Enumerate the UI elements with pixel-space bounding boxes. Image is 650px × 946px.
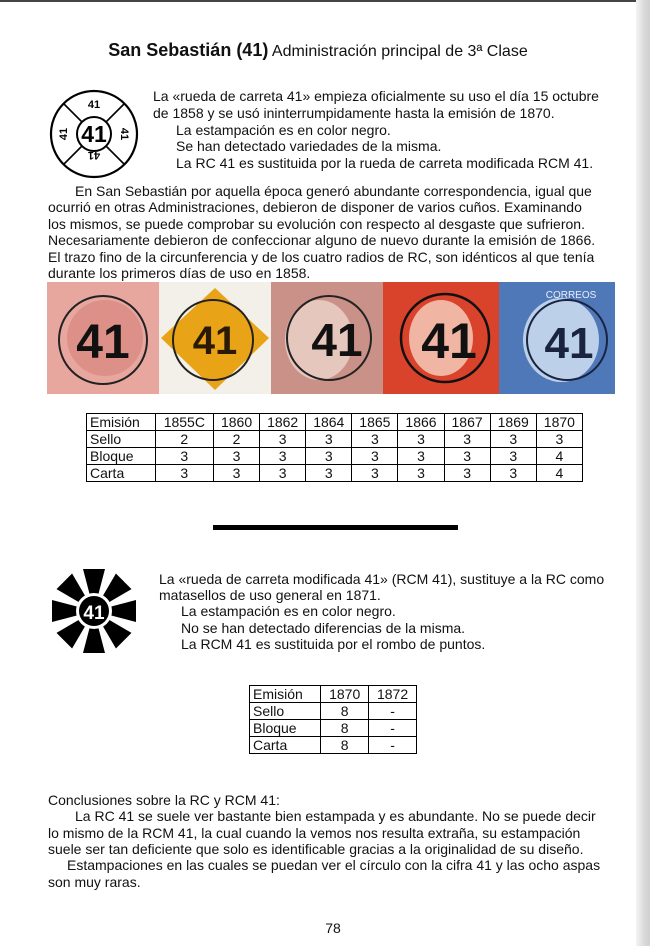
rcm-intro-line-5: La RCM 41 es sustituida por el rombo de puntos. (181, 636, 486, 652)
conclusions-line-3: suele ser tan deficiente que solo es identificable gracias a la originalidad de su diseño. (48, 841, 584, 857)
rcm-intro-line-4: No se han detectado diferencias de la misma. (181, 620, 466, 636)
table-cell: 3 (260, 431, 306, 448)
table-cell: 4 (536, 465, 582, 482)
rcm-intro-line-3: La estampación es en color negro. (181, 603, 396, 619)
page-title (0, 40, 636, 61)
rc-logo-number: 41 (81, 121, 107, 147)
table-cell: 3 (306, 448, 352, 465)
rueda-de-carreta-modificada-41-icon (50, 567, 138, 655)
rc-logo-right-number: 41 (118, 127, 130, 141)
table-header-cell: 1865 (352, 414, 398, 431)
stamp-1862-rose (271, 282, 383, 394)
table-cell: 8 (321, 737, 369, 754)
table-header-cell: Emisión (250, 686, 321, 703)
table-cell: 3 (260, 465, 306, 482)
table-header-cell: 1867 (444, 414, 490, 431)
rc-intro-line-4: Se han detectado variedades de la misma. (176, 138, 442, 154)
table-cell: 3 (306, 431, 352, 448)
table-cell: 3 (444, 465, 490, 482)
conclusions-line-1: La RC 41 se suele ver bastante bien estampada y es abundante. No se puede decir (75, 808, 596, 824)
rc-intro-line-2: de 1858 y se usó ininterrumpidamente hasta la emisión de 1870. (153, 105, 555, 121)
table-row (250, 703, 417, 720)
table-header-row (87, 414, 583, 431)
paragraph-line-5: El trazo fino de la circunferencia y de los cuatro radios de RC, son idénticos al que tenía (48, 249, 595, 265)
table-row (87, 448, 583, 465)
rc-logo-left-number: 41 (58, 127, 70, 141)
stamp-4-postmark-number: 41 (421, 313, 477, 369)
paragraph-line-6: durante los primeros días de uso en 1858. (48, 265, 311, 281)
table-row (250, 737, 417, 754)
paragraph-line-1: En San Sebastián por aquella época generó abundante correspondencia, igual que (75, 183, 592, 199)
table-cell: 2 (155, 431, 213, 448)
rc-logo-bottom-number: 41 (87, 149, 101, 161)
table-cell: 3 (260, 448, 306, 465)
table-cell: - (369, 720, 417, 737)
conclusions-heading: Conclusiones sobre la RC y RCM 41: (48, 792, 280, 808)
rc-logo-top-number: 41 (87, 99, 101, 111)
table-cell: 3 (155, 465, 213, 482)
table-cell: Sello (250, 703, 321, 720)
table-header-cell: 1870 (536, 414, 582, 431)
stamp-5-label: CORREOS (545, 290, 597, 301)
table-cell: 3 (444, 431, 490, 448)
table-header-cell: 1864 (306, 414, 352, 431)
table-cell: 4 (536, 448, 582, 465)
table-header-cell: 1860 (214, 414, 260, 431)
table-header-cell: 1862 (260, 414, 306, 431)
table-row (250, 720, 417, 737)
table-cell: 3 (214, 448, 260, 465)
table-cell: 3 (490, 465, 536, 482)
table-cell: Sello (87, 431, 156, 448)
table-header-cell: 1869 (490, 414, 536, 431)
page-top-edge (0, 0, 650, 2)
rcm41-rarity-table (249, 685, 417, 754)
rcm-intro-line-2: matasellos de uso general en 1871. (159, 587, 381, 603)
stamp-1855-pink (47, 282, 159, 394)
table-cell: 3 (155, 448, 213, 465)
table-cell: 3 (352, 465, 398, 482)
rcm-intro-line-1: La «rueda de carreta modificada 41» (RCM 41), sustituye a la RC como (159, 571, 605, 587)
table-cell: - (369, 737, 417, 754)
table-cell: 2 (214, 431, 260, 448)
rc-intro-line-5: La RC 41 es sustituida por la rueda de carreta modificada RCM 41. (176, 155, 594, 171)
table-header-cell: 1855C (155, 414, 213, 431)
title-subtitle: Administración principal de 3ª Clase (268, 43, 528, 60)
conclusions-line-5: son muy raras. (48, 874, 141, 890)
table-row (87, 431, 583, 448)
stamp-3-postmark-number: 41 (311, 314, 363, 366)
table-cell: 3 (490, 448, 536, 465)
table-cell: 3 (214, 465, 260, 482)
table-row (87, 465, 583, 482)
table-cell: 3 (352, 448, 398, 465)
rueda-de-carreta-41-postmark-icon (48, 88, 140, 180)
table-cell: Bloque (87, 448, 156, 465)
table-cell: 3 (306, 465, 352, 482)
table-cell: 8 (321, 703, 369, 720)
page-number: 78 (325, 920, 341, 936)
conclusions-line-4: Estampaciones en las cuales se puedan ver el círculo con la cifra 41 y las ocho aspas (67, 857, 601, 873)
table-cell: 8 (321, 720, 369, 737)
conclusions-line-2: lo mismo de la RCM 41, la cual cuando la vemos nos resulta extraña, su estampación (48, 825, 581, 841)
title-main: San Sebastián (41) (108, 40, 269, 60)
table-cell: 3 (352, 431, 398, 448)
stamp-2-postmark-number: 41 (192, 319, 238, 363)
page-edge-shadow (636, 0, 650, 946)
table-header-row (250, 686, 417, 703)
stamp-5-postmark-number: 41 (544, 319, 594, 368)
table-header-cell: 1866 (398, 414, 444, 431)
table-cell: Bloque (250, 720, 321, 737)
stamp-images-strip (47, 282, 615, 394)
table-cell: 3 (398, 448, 444, 465)
table-cell: 3 (444, 448, 490, 465)
rc-intro-line-3: La estampación es en color negro. (176, 122, 391, 138)
table-header-cell: 1870 (321, 686, 369, 703)
stamp-1-postmark-number: 41 (76, 316, 130, 369)
stamp-1865-blue (499, 282, 615, 394)
paragraph-line-2: ocurrió en otras Administraciones, debieron de disponer de varios cuños. Examinando (48, 199, 582, 215)
paragraph-line-4: Necesariamente debieron de confeccionar alguno de nuevo durante la emisión de 1866. (48, 232, 596, 248)
table-header-cell: Emisión (87, 414, 156, 431)
rcm-logo-number: 41 (83, 603, 105, 624)
table-cell: Carta (250, 737, 321, 754)
table-cell: 3 (490, 431, 536, 448)
rc-intro-line-1: La «rueda de carreta 41» empieza oficialmente su uso el día 15 octubre (153, 88, 599, 104)
paragraph-line-3: los mismos, se puede comprobar su evolución con respecto al desgaste que sufrieron. (48, 216, 585, 232)
rc41-rarity-table (86, 413, 583, 482)
table-cell: 3 (398, 465, 444, 482)
stamp-1860-yellow (159, 282, 271, 394)
table-cell: - (369, 703, 417, 720)
table-cell: 3 (398, 431, 444, 448)
section-divider (213, 525, 458, 530)
table-cell: 3 (536, 431, 582, 448)
table-header-cell: 1872 (369, 686, 417, 703)
table-cell: Carta (87, 465, 156, 482)
stamp-1864-red (383, 282, 499, 394)
